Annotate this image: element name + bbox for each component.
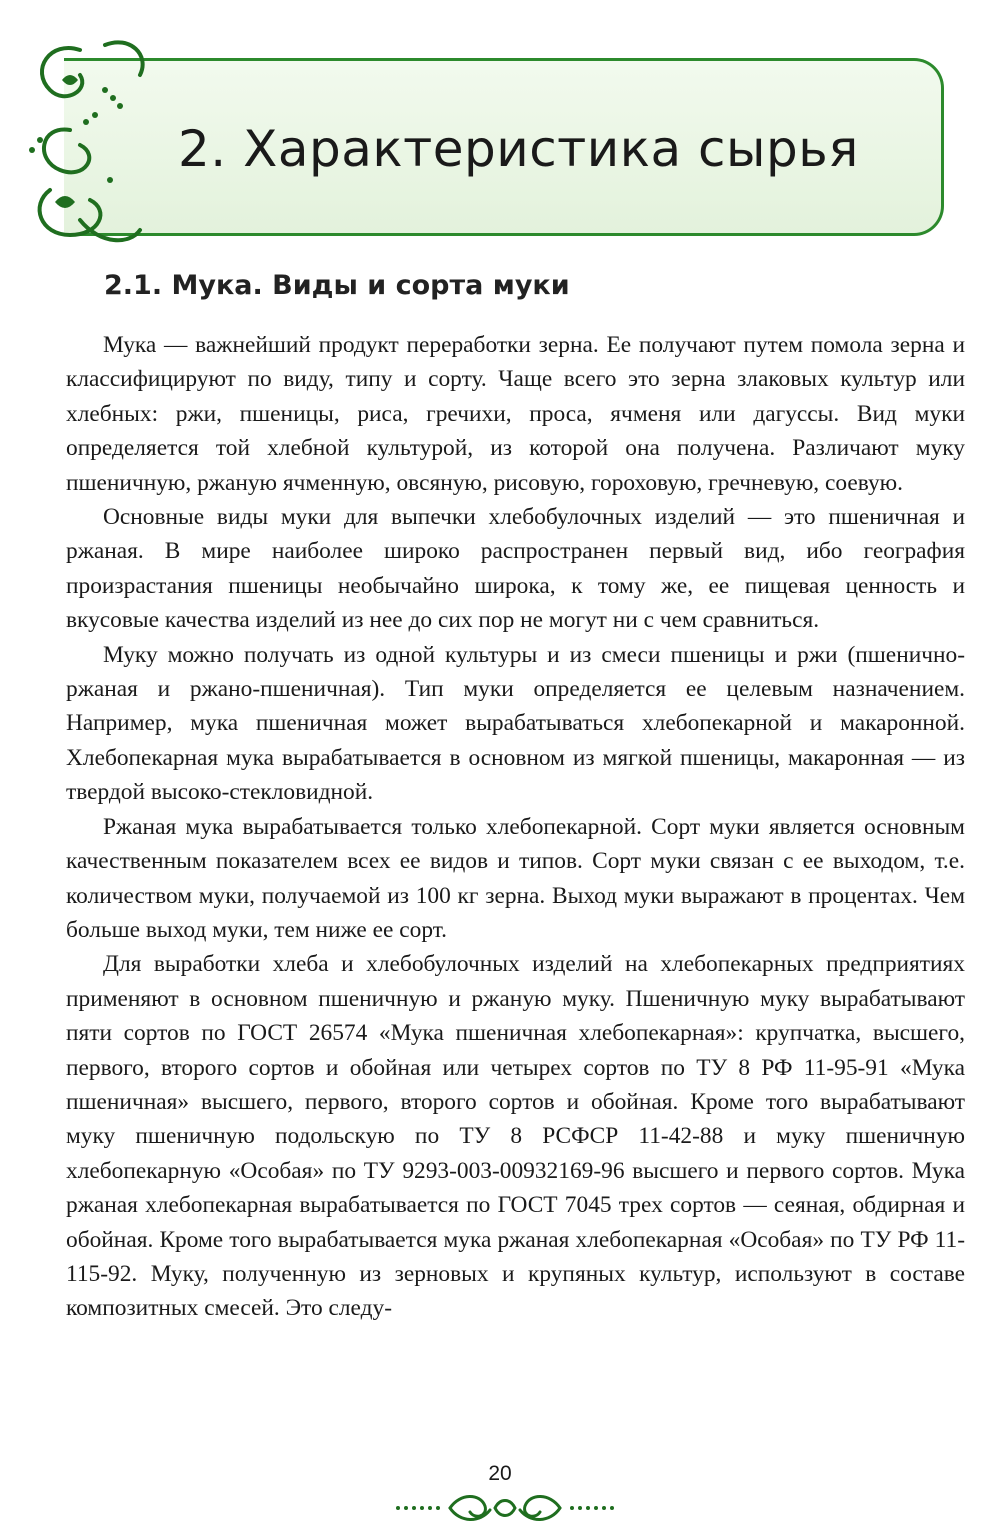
paragraph: Муку можно получать из одной культуры и из смеси пшеницы и ржи (пшенично-ржаная и ржано-пшеничная). Тип муки определяется ее целевым назначением. Например, мука пшеничная может вырабатываться хлебопекарной и макаронной. Хлебопекарная мука вырабатывается в основном из мягкой пшеницы, макаронная — из твердой высоко-стекловидной. (66, 641, 965, 806)
swirl-ornament-icon (10, 30, 160, 260)
paragraph: Для выработки хлеба и хлебобулочных изделий на хлебопекарных предприятиях применяют в основном пшеничную и ржаную муку. Пшеничную муку вырабатывают пяти сортов по ГОСТ 26574 «Мука пшеничная хлебопекарная»: крупчатка, высшего, первого, второго сортов и обойная или четырех сортов по ТУ 8 РФ 11-95-91 «Мука пшеничная» высшего, первого, второго сортов и обойная. Кроме того вырабатывают муку пшеничную подольскую по ТУ 8 РСФСР 11-42-88 и муку пшеничную хлебопекарную «Особая» по ТУ 9293-003-00932169-96 высшего и первого сортов. Мука ржаная хлебопекарная вырабатывается по ГОСТ 7045 трех сортов — сеяная, обдирная и обойная. Кроме того вырабатывается мука ржаная хлебопекарная «Особая» по ТУ РФ 11-115-92. Муку, полученную из зерновых и крупяных культур, используют в составе композитных смесей. Это следу- (66, 951, 965, 1322)
chapter-title: 2. Характеристика сырья (178, 120, 859, 178)
paragraph: Ржаная мука вырабатывается только хлебопекарной. Сорт муки является основным качественным показателем всех ее видов и типов. Сорт муки связан с ее выходом, т.е. количеством муки, получаемой из 100 кг зерна. Выход муки выражают в процентах. Чем больше выход муки, тем ниже ее сорт. (66, 813, 965, 943)
page-number: 20 (488, 1462, 512, 1485)
body-text (66, 328, 965, 1326)
footer-ornament-icon (390, 1488, 620, 1528)
section-heading: 2.1. Мука. Виды и сорта муки (104, 270, 570, 301)
paragraph: Основные виды муки для выпечки хлебобулочных изделий — это пшеничная и ржаная. В мире наиболее широко распространен первый вид, ибо география произрастания пшеницы необычайно широка, к тому же, ее пищевая ценность и вкусовые качества изделий из нее до сих пор не могут ни с чем сравниться. (66, 504, 965, 634)
paragraph: Мука — важнейший продукт переработки зерна. Ее получают путем помола зерна и классифицируют по виду, типу и сорту. Чаще всего это зерна злаковых культур или хлебных: ржи, пшеницы, риса, гречихи, проса, ячменя или дагуссы. Вид муки определяется той хлебной культурой, из которой она получена. Различают муку пшеничную, ржаную ячменную, овсяную, рисовую, гороховую, гречневую, соевую. (66, 332, 965, 496)
